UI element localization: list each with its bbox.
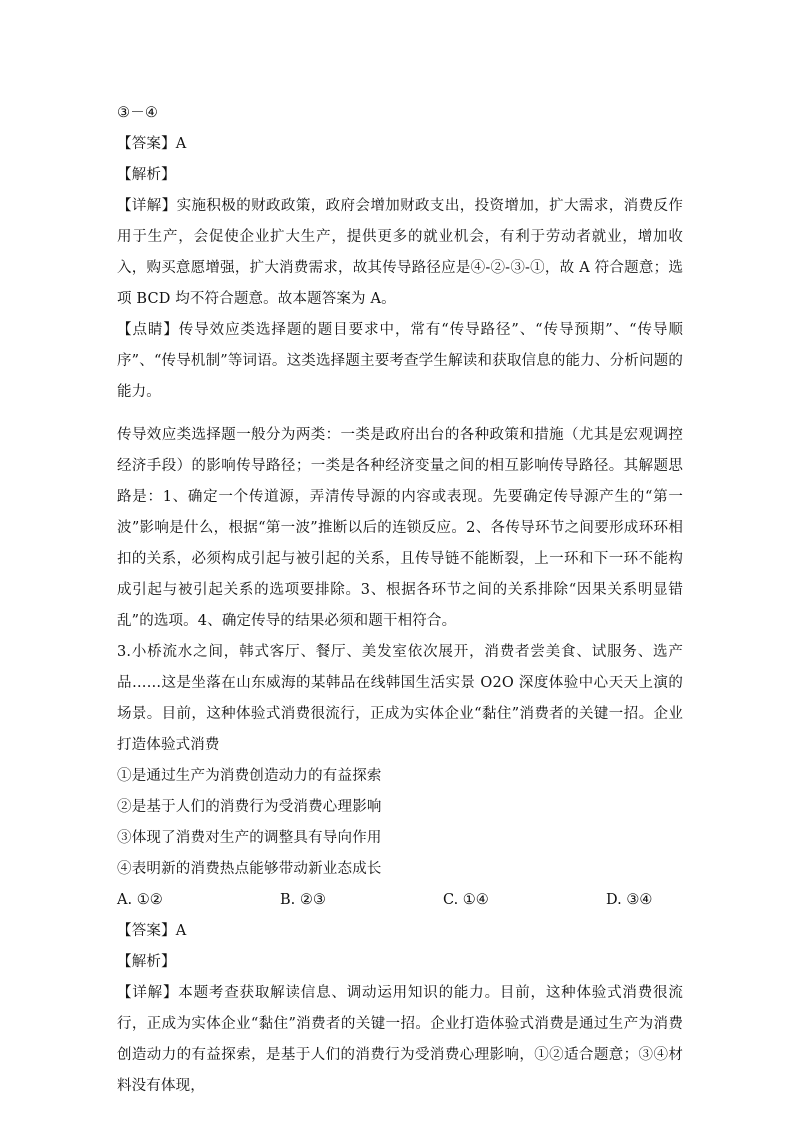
- key-point-note: 【点睛】传导效应类选择题的题目要求中，常有“传导路径”、“传导预期”、“传导顺序”、“传导机制”等词语。这类选择题主要考查学生解读和获取信息的能力、分析问题的能力。: [117, 322, 683, 400]
- question-3-stem: 3.小桥流水之间，韩式客厅、餐厅、美发室依次展开，消费者尝美食、试服务、选产品……这是坐落在山东威海的某韩品在线韩国生活实景 O2O 深度体验中心天天上演的场景。目前，这种体验式消费很流行，正成为实体企业“黏住”消费者的关键一招。企业打造体验式消费: [117, 644, 683, 753]
- solving-method-paragraph: 传导效应类选择题一般分为两类：一类是政府出台的各种政策和措施（尤其是宏观调控经济手段）的影响传导路径；一类是各种经济变量之间的相互影响传导路径。其解题思路是：1、确定一个传道源，弄清传导源的内容或表现。先要确定传导源产生的“第一波”影响是什么，根据“第一波”推断以后的连锁反应。2、各传导环节之间要形成环环相扣的关系，必须构成引起与被引起的关系，且传导链不能断裂，上一环和下一环不能构成引起与被引起关系的选项要排除。3、根据各环节之间的关系排除“因果关系明显错乱”的选项。4、确定传导的结果必须和题干相符合。: [117, 427, 683, 629]
- statement-3: ③体现了消费对生产的调整具有导向作用: [117, 830, 382, 846]
- statement-2: ②是基于人们的消费行为受消费心理影响: [117, 799, 382, 815]
- answer-options: [117, 885, 683, 916]
- option-c: C. ①④: [443, 892, 489, 908]
- page-content: [117, 98, 683, 1102]
- answer-label: 【答案】A: [117, 136, 187, 152]
- option-b: B. ②③: [280, 892, 326, 908]
- option-d: D. ③④: [606, 892, 653, 908]
- statement-1: ①是通过生产为消费创造动力的有益探索: [117, 768, 382, 784]
- analysis-label-q3: 【解析】: [117, 954, 176, 970]
- option-a: A. ①②: [117, 892, 163, 908]
- detail-explanation-q3: 【详解】本题考查获取解读信息、调动运用知识的能力。目前，这种体验式消费很流行，正成为实体企业“黏住”消费者的关键一招。企业打造体验式消费是通过生产为消费创造动力的有益探索，是基于人们的消费行为受消费心理影响，①②适合题意；③④材料没有体现，: [117, 985, 683, 1094]
- analysis-label: 【解析】: [117, 167, 176, 183]
- previous-option-tail: ③－④: [117, 105, 159, 121]
- answer-label-q3: 【答案】A: [117, 923, 187, 939]
- detail-explanation: 【详解】实施积极的财政政策，政府会增加财政支出，投资增加，扩大需求，消费反作用于生产，会促使企业扩大生产，提供更多的就业机会，有利于劳动者就业，增加收入，购买意愿增强，扩大消费需求，故其传导路径应是④-②-③-①，故 A 符合题意；选项 BCD 均不符合题意。故本题答案为 A。: [117, 198, 683, 307]
- statement-4: ④表明新的消费热点能够带动新业态成长: [117, 861, 382, 877]
- paragraph-gap: [117, 408, 683, 420]
